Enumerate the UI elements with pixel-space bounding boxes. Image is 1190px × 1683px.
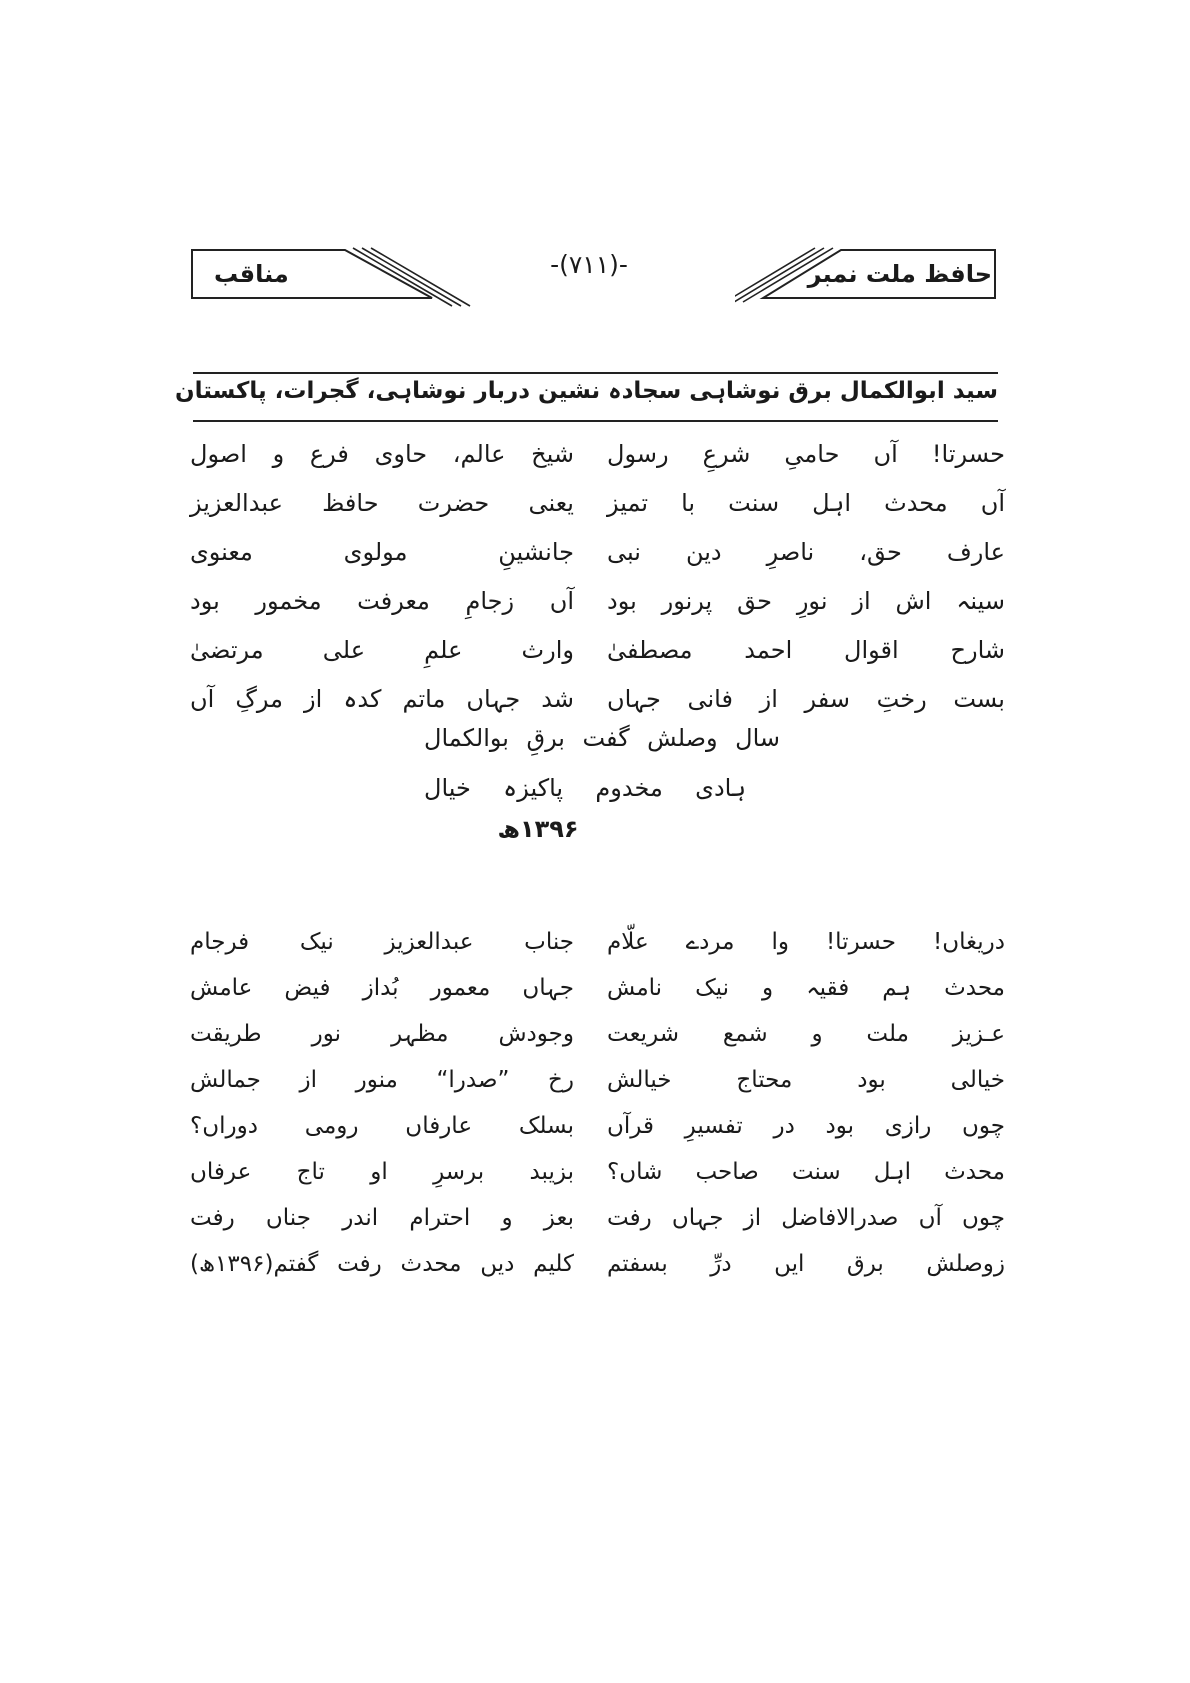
couplet-row	[190, 965, 1005, 1011]
section-tab-right: حافظ ملت نمبر	[807, 260, 992, 288]
couplet-row	[190, 1011, 1005, 1057]
couplet-row	[190, 1195, 1005, 1241]
section-tab-left: مناقب	[214, 260, 289, 288]
hemistich-right: آں محدث اہل سنت با تمیز	[607, 488, 1005, 517]
hemistich-right: عـزیز ملت و شمع شریعت	[607, 1021, 1005, 1047]
hemistich-right: شارح اقوال احمد مصطفیٰ	[607, 635, 1005, 664]
poem-one	[190, 429, 1005, 723]
page-number: -(۷۱۱)-	[550, 250, 628, 279]
couplet-row	[190, 1057, 1005, 1103]
couplet-row	[190, 1149, 1005, 1195]
hemistich-right: سینہ اش از نورِ حق پرنور بود	[607, 586, 1005, 615]
poem-two	[190, 919, 1005, 1287]
hemistich-right: چوں رازی بود در تفسیرِ قرآں	[607, 1113, 1005, 1139]
hemistich-left: شد جہاں ماتم کدہ از مرگِ آں	[190, 684, 574, 713]
couplet-row	[190, 478, 1005, 527]
hemistich-right: زوصلش برق ایں درِّ بسفتم	[607, 1251, 1005, 1277]
poet-byline: سید ابوالکمال برق نوشاہی سجادہ نشین دربار نوشاہی، گجرات، پاکستان	[174, 378, 998, 404]
hemistich-left: بعز و احترام اندر جناں رفت	[190, 1205, 574, 1231]
couplet-row	[190, 429, 1005, 478]
hemistich-right: بست رختِ سفر از فانی جہاں	[607, 684, 1005, 713]
hemistich-left: بزیبد برسرِ او تاج عرفاں	[190, 1159, 574, 1185]
closing-line: سال وصلش گفت برقِ بوالکمال	[424, 724, 780, 752]
hemistich-left: کلیم دیں محدث رفت گفتم(۱۳۹۶ھ)	[190, 1251, 574, 1277]
hemistich-right: محدث ہم فقیہ و نیک نامش	[607, 975, 1005, 1001]
hemistich-left: آں زجامِ معرفت مخمور بود	[190, 586, 574, 615]
hemistich-left: بسلک عارفاں رومی دوراں؟	[190, 1113, 574, 1139]
closing-line: ہادی مخدوم پاکیزہ خیال	[424, 774, 746, 802]
couplet-row	[190, 919, 1005, 965]
couplet-row	[190, 1241, 1005, 1287]
couplet-row	[190, 674, 1005, 723]
hemistich-right: دریغاں! حسرتا! وا مردے علّام	[607, 929, 1005, 955]
hemistich-left: یعنی حضرت حافظ عبدالعزیز	[190, 488, 574, 517]
hemistich-right: خیالی بود محتاج خیالش	[607, 1067, 1005, 1093]
hemistich-right: حسرتا! آں حامیِ شرعِ رسول	[607, 439, 1005, 468]
couplet-row	[190, 576, 1005, 625]
couplet-row	[190, 625, 1005, 674]
hemistich-left: جناب عبدالعزیز نیک فرجام	[190, 929, 574, 955]
hemistich-right: عارف حق، ناصرِ دین نبی	[607, 537, 1005, 566]
horizontal-rule-bottom	[193, 420, 998, 422]
hemistich-left: جانشینِ مولوی معنوی	[190, 537, 574, 566]
hemistich-left: وارث علمِ علی مرتضیٰ	[190, 635, 574, 664]
hemistich-right: محدث اہل سنت صاحب شاں؟	[607, 1159, 1005, 1185]
hemistich-left: جہاں معمور بُداز فیض عامش	[190, 975, 574, 1001]
hemistich-left: رخ ”صدرا“ منور از جمالش	[190, 1067, 574, 1093]
hijri-year: ۱۳۹۶ھ	[497, 815, 579, 843]
hemistich-right: چوں آں صدرالافاضل از جہاں رفت	[607, 1205, 1005, 1231]
couplet-row	[190, 527, 1005, 576]
couplet-row	[190, 1103, 1005, 1149]
hemistich-left: شیخ عالم، حاوی فرع و اصول	[190, 439, 574, 468]
hemistich-left: وجودش مظہر نور طریقت	[190, 1021, 574, 1047]
horizontal-rule-top	[193, 372, 998, 374]
